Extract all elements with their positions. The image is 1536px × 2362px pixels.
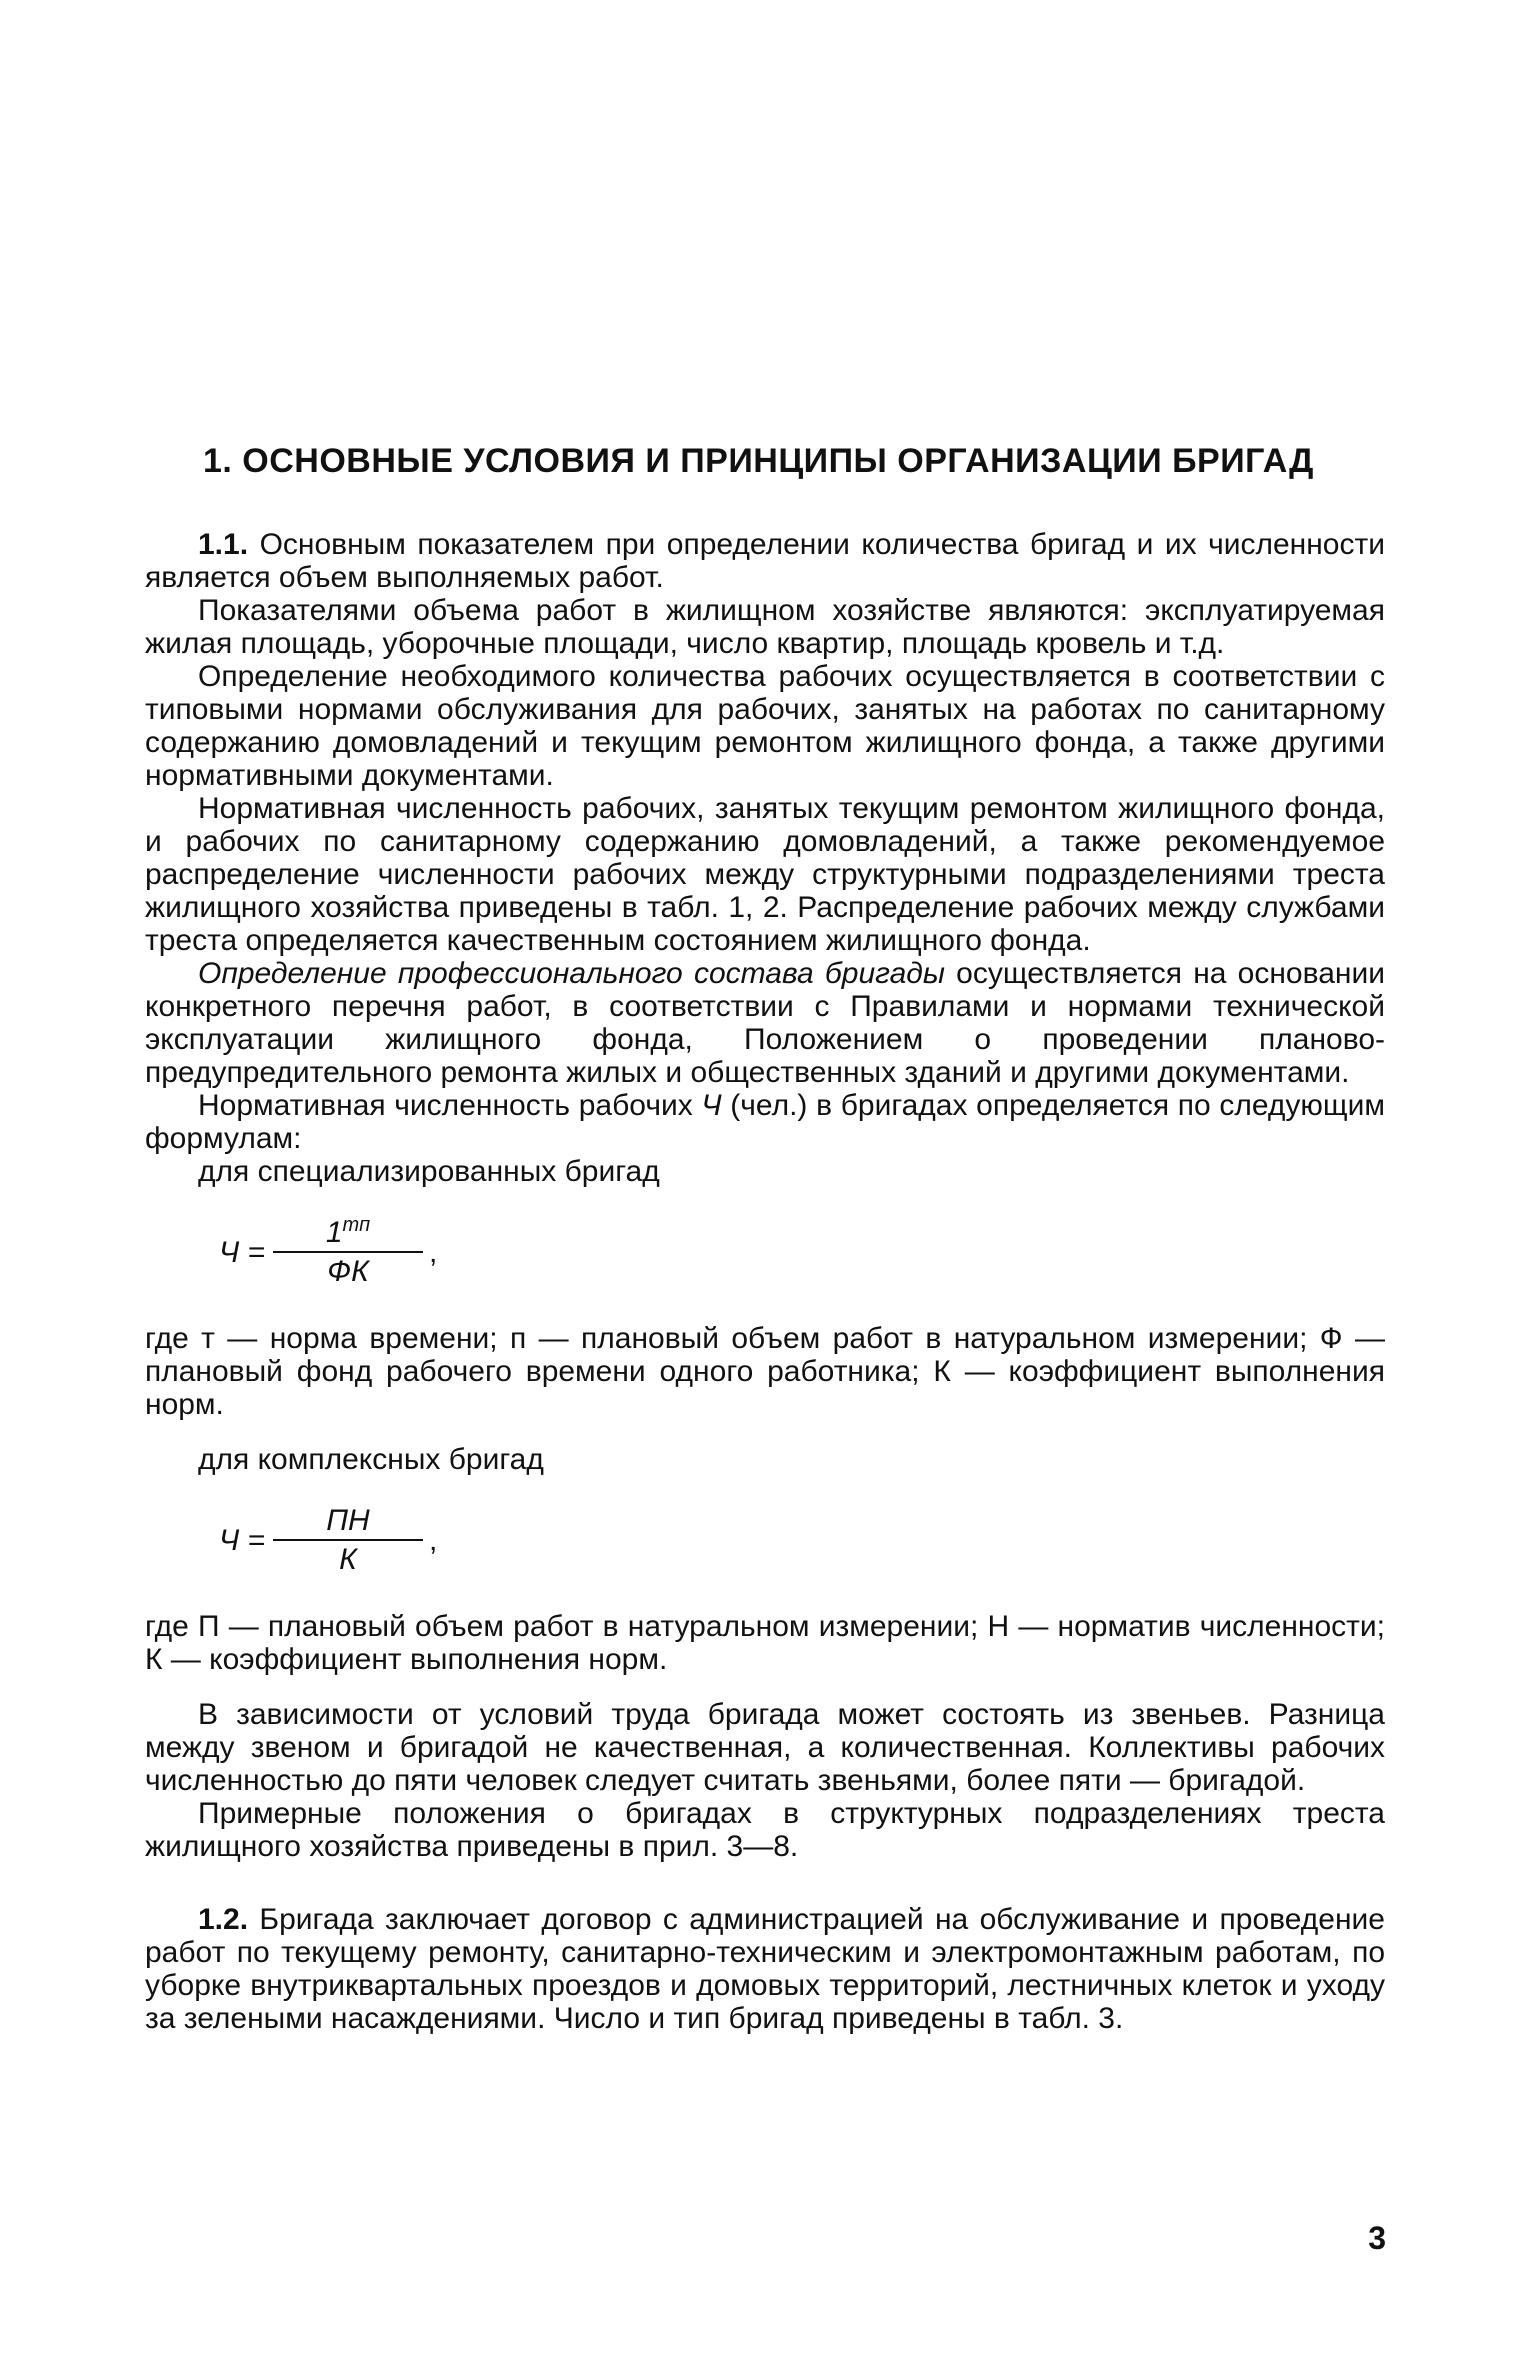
formula-complex [145, 1480, 1385, 1600]
fraction [273, 1216, 423, 1288]
paragraph-text: Бригада заключает договор с администрацией на обслуживание и проведение работ по текущему ремонту, санитарно-техническим и электромонтажным работам, по уборке внутриквартальных проездов и домовых территорий, лестничных клеток и уходу за зелеными насаждениями. Число и тип бригад приведены в табл. 3. [145, 1903, 1385, 2035]
document-body [145, 442, 1385, 2035]
numerator: ПН [326, 1504, 370, 1537]
paragraph-where: где т — норма времени; п — плановый объем работ в натуральном измерении; Ф — плановый фонд рабочего времени одного работника; К — коэффициент выполнения норм. [145, 1322, 1385, 1421]
paragraph: Показателями объема работ в жилищном хозяйстве являются: эксплуатируемая жилая площадь, уборочные площади, число квартир, площадь кровель и т.д. [145, 594, 1385, 660]
paragraph: Определение необходимого количества рабочих осуществляется в соответствии с типовыми нормами обслуживания для рабочих, занятых на работах по санитарному содержанию домовладений и текущим ремонтом жилищного фонда, а также другими нормативными документами. [145, 660, 1385, 792]
paragraph: Нормативная численность рабочих, занятых текущим ремонтом жилищного фонда, и рабочих по санитарному содержанию домовладений, а также рекомендуемое распределение численности рабочих между структурными подразделениями треста жилищного хозяйства приведены в табл. 1, 2. Распределение рабочих между службами треста определяется качественным состоянием жилищного фонда. [145, 792, 1385, 957]
formula-lhs: Ч = [218, 1523, 265, 1557]
page-number: 3 [1368, 2220, 1386, 2256]
paragraph: Примерные положения о бригадах в структурных подразделениях треста жилищного хозяйства приведены в прил. 3—8. [145, 1797, 1385, 1863]
denominator: К [339, 1543, 357, 1576]
paragraph-text: осуществляется на основании конкретного перечня работ, в соответствии с Правилами и нормами технической эксплуатации жилищного фонда, Положением о проведении планово-предупредительного ремонта жилых и общественных зданий и другими документами. [145, 957, 1385, 1089]
clause-number: 1.1. [198, 528, 249, 561]
paragraph-text: (чел.) в бригадах определяется по следующим формулам: [145, 1089, 1385, 1155]
paragraph [145, 957, 1385, 1089]
clause-number: 1.2. [198, 1903, 249, 1936]
formula-label: для специализированных бригад [198, 1155, 660, 1188]
paragraph: В зависимости от условий труда бригада может состоять из звеньев. Разница между звеном и бригадой не качественная, а количественная. Коллективы рабочих численностью до пяти человек следует считать звеньями, более пяти — бригадой. [145, 1698, 1385, 1797]
section-title: 1. ОСНОВНЫЕ УСЛОВИЯ И ПРИНЦИПЫ ОРГАНИЗАЦИИ БРИГАД [203, 442, 1314, 480]
paragraph-where: где П — плановый объем работ в натуральном измерении; Н — норматив численности; К — коэффициент выполнения норм. [145, 1610, 1385, 1676]
paragraph-text: Нормативная численность рабочих [198, 1089, 702, 1122]
variable: Ч [701, 1089, 722, 1122]
denominator: ФК [327, 1255, 369, 1288]
paragraph [145, 1089, 1385, 1155]
numerator-sup: тп [342, 1214, 371, 1236]
paragraph-1-2 [145, 1903, 1385, 2035]
formula-lhs: Ч = [218, 1235, 265, 1269]
numerator-base: 1 [325, 1216, 343, 1249]
formula-label: для комплексных бригад [198, 1443, 544, 1476]
formula-tail: , [429, 1235, 438, 1269]
italic-term: Определение профессионального состава бригады [198, 957, 945, 990]
numerator [316, 1216, 380, 1251]
fraction [273, 1504, 423, 1576]
paragraph-text: Основным показателем при определении количества бригад и их численности является объем выполняемых работ. [145, 528, 1385, 594]
formula-specialized [145, 1192, 1385, 1312]
formula-tail: , [429, 1523, 438, 1557]
paragraph-1-1 [145, 528, 1385, 594]
